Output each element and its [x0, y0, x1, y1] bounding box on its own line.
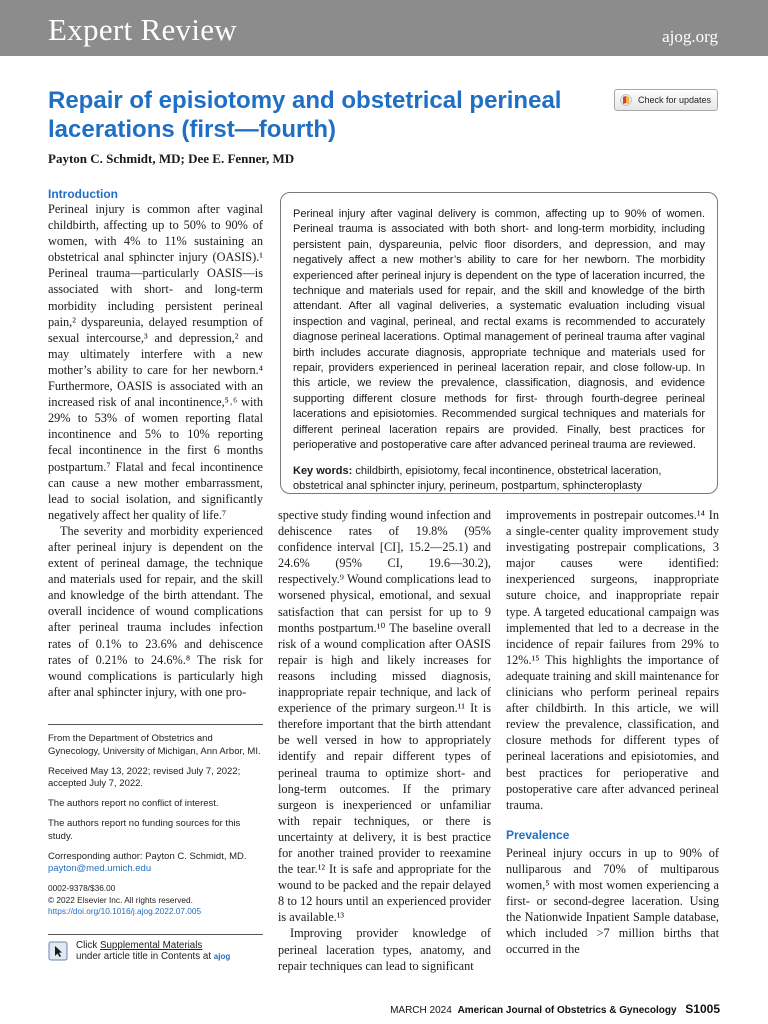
introduction-heading: Introduction — [48, 187, 118, 201]
received-dates: Received May 13, 2022; revised July 7, 2022; accepted July 7, 2022. — [48, 765, 241, 790]
footnote-divider — [48, 724, 263, 725]
intro-paragraph-2: The severity and morbidity experienced after perineal injury is dependent on the extent of perineal damage, the technique and materials used for repair, and the skill and knowledge of the birth attendant. The overall incidence of wound complications after perineal trauma includes infection rates of 0.1% to 23.6% and dehiscence rates of 0.21% to 24.6%.⁸ The risk for wound complications is particularly high after anal sphincter injury, with one pro- — [48, 523, 263, 699]
col3-paragraph: improvements in postrepair outcomes.¹⁴ In a single-center quality improvement study investigating postrepair complications, 3 major causes were identified: inexperienced surgeons, inappropriate suture choice, and inappropriate repair type. A targeted educational campaign was implemented that led to a decrease in the incidence of repair failures from 29% to 12%.¹⁵ This highlights the importance of adequate training and skill maintenance for clinicians who perform perineal repairs after childbirth. In this article, we will review the prevalence, classification, and closure methods for different types of perineal lacerations and episiotomies, and best practices for perioperative and postoperative care after advanced perineal trauma. — [506, 508, 719, 812]
check-for-updates-button[interactable] — [614, 89, 718, 111]
col2-paragraph-1: spective study finding wound infection and dehiscence rates of 19.8% (95% confidence interval [CI], 15.2—25.1) and 24.6% (95% CI, 19.6—30.2), respectively.⁹ Wound complications lead to worsened physical, emotional, and sexual satisfaction that can persist for up to 9 months postpartum.¹⁰ The baseline overall risk of a wound complication after OASIS repair is high and likely increases for reasons including missed diagnosis, inappropriate repair technique, and lack of experience of the primary surgeon.¹¹ It is therefore important that the birth attendant be well versed in how to appropriately identify and repair different types of perineal trauma to optimize short- and long-term outcomes. If the primary surgeon is inexperienced or unfamiliar with repair techniques, or there is uncertainty at delivery, it is best practice for another trained provider to reexamine the tear.¹² It is safe and appropriate for the wound to be packed and the repair delayed 8 to 12 hours until an experienced provider is available.¹³ — [278, 508, 491, 925]
keywords — [293, 464, 705, 495]
prevalence-heading: Prevalence — [506, 827, 570, 842]
journal-header-bar — [0, 0, 768, 56]
column-1-text — [48, 201, 263, 701]
doi-link[interactable]: https://doi.org/10.1016/j.ajog.2022.07.005 — [48, 906, 202, 917]
corresponding-author: Corresponding author: Payton C. Schmidt, MD. — [48, 850, 247, 862]
abstract-text: Perineal injury after vaginal delivery is common, affecting up to 90% of women. Perineal trauma is associated with both short- and long-term morbidity, including persistent pain, dyspareunia, pelvic floor disorders, and depression, and may negatively affect a new mother’s ability to care for her newborn. The morbidity experienced after perineal injury is dependent on the type of laceration incurred, the technique and materials used for repair, and the skill and knowledge of the birth attendant. After all vaginal deliveries, a systematic evaluation including visual inspection and vaginal, perineal, and rectal exams is recommended to accurately diagnose perineal lacerations. Optimal management of perineal trauma after vaginal birth includes accurate diagnosis, appropriate technique and materials used for repair, providers experienced in perineal laceration repair, and close follow-up. In this article, we review the prevalence, classification, diagnosis, and evidence supporting different closure methods for first- through fourth-degree perineal lacerations and episiotomies. Recommended surgical techniques and materials for different perineal laceration repairs are provided. Finally, best practices for perioperative and postoperative care after advanced perineal trauma are reviewed. — [293, 208, 705, 452]
page-number: S1005 — [685, 1002, 720, 1016]
copyright: © 2022 Elsevier Inc. All rights reserved. — [48, 894, 193, 905]
ajog-logo: ajog — [213, 951, 231, 961]
author-list: Payton C. Schmidt, MD; Dee E. Fenner, MD — [48, 151, 295, 166]
issn: 0002-9378/$36.00 — [48, 883, 116, 894]
col2-paragraph-2: Improving provider knowledge of perineal laceration types, anatomy, and repair techniques can lead to significant — [278, 926, 491, 973]
corresponding-email-link[interactable]: payton@med.umich.edu — [48, 863, 152, 875]
cursor-click-icon — [48, 941, 68, 961]
intro-paragraph-1: Perineal injury is common after vaginal childbirth, affecting up to 50% to 90% of women, with 4% to 11% sustaining an obstetrical anal sphincter injury (OASIS).¹ Perineal trauma—particularly OASIS—is associated with short- and long-term morbidity including persistent perineal pain,² dyspareunia, delayed resumption of sexual intercourse,³ and depression,² and may ultimately interfere with a new mother’s ability to care for her newborn.⁴ Furthermore, OASIS is associated with an increased risk of anal incontinence,⁵˒⁶ with 29% to 53% of women reporting flatal incontinence and 5% to 10% reporting fecal incontinence in the first 6 months postpartum.⁷ Flatal and fecal incontinence can cause a new mother embarrassment, lead to social isolation, and significantly negatively affect her quality of life.⁷ — [48, 202, 263, 522]
check-updates-icon — [620, 94, 632, 106]
keywords-list: childbirth, episiotomy, fecal incontinence, obstetrical laceration, obstetrical anal sphincter injury, perineum, postpartum, sphincteroplasty — [293, 464, 662, 492]
prevalence-paragraph: Perineal injury occurs in up to 90% of nulliparous and 70% of multiparous women,⁵ with most women experiencing a first- or second-degree laceration. Using the Nationwide Inpatient Sample database, which included >7 million births that occurred in the — [506, 845, 719, 957]
column-3-text — [506, 507, 719, 977]
affiliation: From the Department of Obstetrics and Gynecology, University of Michigan, Ann Arbor, MI. — [48, 733, 261, 757]
supplemental-rest: under article title in Contents at — [76, 950, 212, 962]
check-updates-label: Check for updates — [638, 95, 712, 105]
conflict-statement: The authors report no conflict of interest. — [48, 798, 219, 810]
supplemental-text — [76, 940, 230, 962]
supplemental-materials-notice — [48, 934, 263, 962]
journal-name: American Journal of Obstetrics & Gynecology — [457, 1005, 677, 1016]
abstract-box — [280, 192, 718, 494]
section-label: Expert Review — [48, 12, 237, 47]
issue-date: MARCH 2024 — [390, 1005, 452, 1016]
supplemental-click: Click — [76, 939, 100, 951]
article-title: Repair of episiotomy and obstetrical perineal lacerations (first—fourth) — [48, 87, 562, 143]
column-2-text — [278, 507, 491, 977]
page-footer — [390, 1002, 720, 1016]
funding-statement: The authors report no funding sources for this study. — [48, 817, 241, 842]
keywords-label: Key words: — [293, 464, 353, 477]
supplemental-materials-link[interactable]: Supplemental Materials — [99, 939, 203, 951]
site-link[interactable]: ajog.org — [662, 27, 718, 46]
footnotes — [48, 733, 263, 918]
